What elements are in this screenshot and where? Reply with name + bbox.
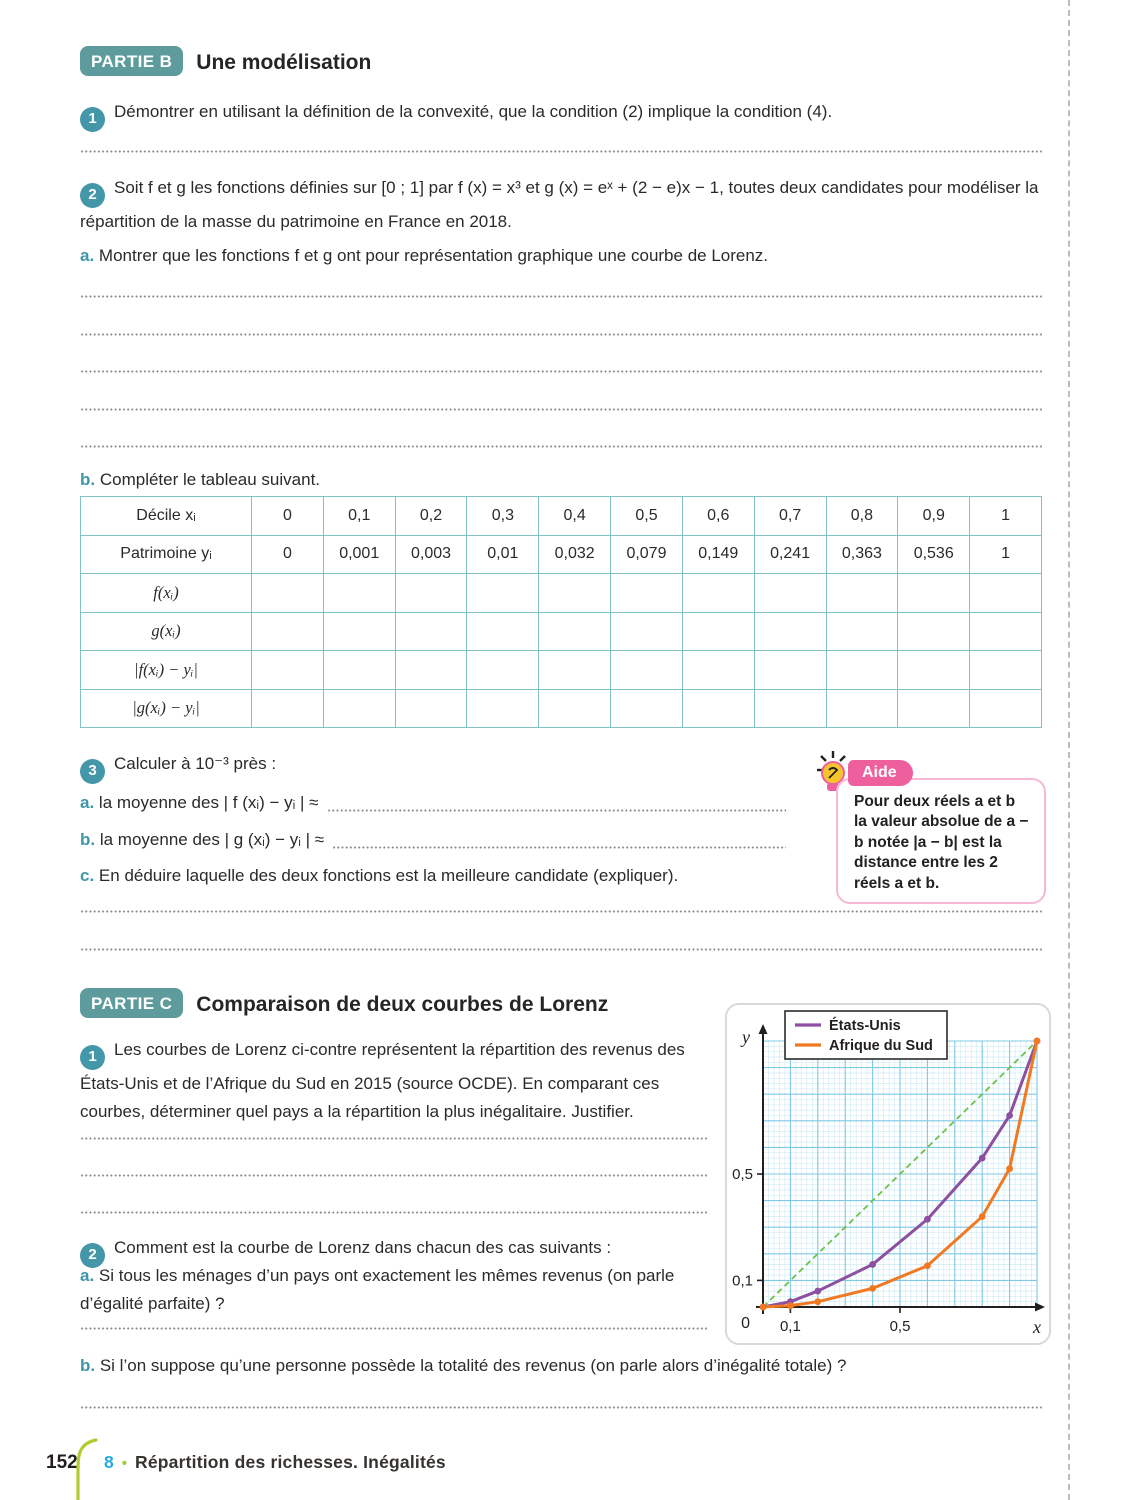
y-axis-arrow xyxy=(759,1024,768,1034)
table-cell xyxy=(970,689,1042,728)
table-cell xyxy=(539,689,611,728)
table-cell xyxy=(539,612,611,651)
table-cell xyxy=(252,612,324,651)
answer-line xyxy=(80,1174,708,1177)
table-cell: 1 xyxy=(970,535,1042,574)
answer-line xyxy=(80,408,1042,411)
chapter-number: 8 xyxy=(104,1452,114,1472)
table-cell: 0,3 xyxy=(467,497,539,536)
table-cell xyxy=(323,689,395,728)
question-number-badge: 1 xyxy=(80,1045,105,1070)
partie-c-question-1 xyxy=(80,1036,728,1126)
x-tick-label: 0,5 xyxy=(889,1318,911,1335)
sub-question-text: Montrer que les fonctions f et g ont pour représentation graphique une courbe de Lorenz. xyxy=(98,246,769,265)
origin-label: 0 xyxy=(741,1315,750,1332)
answer-line xyxy=(80,333,1042,336)
table-cell: 0,536 xyxy=(898,535,970,574)
answer-line xyxy=(332,846,786,849)
y-tick-label: 0,1 xyxy=(732,1272,753,1290)
table-cell xyxy=(898,574,970,613)
sub-question-letter: c. xyxy=(80,866,95,885)
answer-line xyxy=(80,910,1042,913)
chapter-separator-dot: • xyxy=(121,1455,127,1472)
sub-question-text: la moyenne des | g (xᵢ) − yᵢ | ≈ xyxy=(99,830,325,849)
partie-b-q2a xyxy=(80,242,1048,270)
table-cell xyxy=(754,574,826,613)
y-axis-label: y xyxy=(742,1027,750,1047)
table-cell xyxy=(682,651,754,690)
question-number-badge: 3 xyxy=(80,759,105,784)
table-cell xyxy=(682,612,754,651)
table-cell: 0,2 xyxy=(395,497,467,536)
table-cell xyxy=(754,612,826,651)
table-cell: 0,8 xyxy=(826,497,898,536)
question-text: Les courbes de Lorenz ci-contre représentent la répartition des revenus des États-Unis et de l’Afrique du Sud en 2015 (source OCDE). En comparant ces courbes, déterminer quel pays a la répartition la plus inégalitaire. Justifier. xyxy=(80,1040,685,1121)
table-cell: 0,9 xyxy=(898,497,970,536)
table-row-label: |f(xᵢ) − yᵢ| xyxy=(81,651,252,690)
series-marker xyxy=(787,1302,794,1309)
table-row xyxy=(81,612,1042,651)
table-cell xyxy=(611,651,683,690)
partie-b-question-3 xyxy=(80,750,780,784)
question-text: Comment est la courbe de Lorenz dans chacun des cas suivants : xyxy=(114,1238,612,1257)
table-cell xyxy=(467,651,539,690)
table-cell xyxy=(826,689,898,728)
table-cell: 0,003 xyxy=(395,535,467,574)
table-cell xyxy=(898,651,970,690)
table-cell xyxy=(323,651,395,690)
series-marker xyxy=(814,1298,821,1305)
question-number-badge: 1 xyxy=(80,107,105,132)
series-marker xyxy=(924,1262,931,1269)
table-cell xyxy=(611,574,683,613)
table-cell: 0,01 xyxy=(467,535,539,574)
table-cell: 0,4 xyxy=(539,497,611,536)
q3a-answer-row xyxy=(80,789,786,817)
table-row-label: f(xᵢ) xyxy=(81,574,252,613)
series-marker xyxy=(979,1213,986,1220)
table-cell: 1 xyxy=(970,497,1042,536)
chapter-title: Répartition des richesses. Inégalités xyxy=(135,1452,446,1472)
sub-question-letter: b. xyxy=(80,830,96,849)
table-row xyxy=(81,535,1042,574)
series-marker xyxy=(1006,1112,1013,1119)
question-number-badge: 2 xyxy=(80,183,105,208)
sub-question-letter: a. xyxy=(80,1266,95,1285)
partie-c-badge: PARTIE C xyxy=(80,988,183,1018)
answer-line xyxy=(80,370,1042,373)
table-row xyxy=(81,689,1042,728)
table-cell xyxy=(826,574,898,613)
partie-c-q2a xyxy=(80,1262,700,1318)
page-number: 152 xyxy=(46,1452,78,1473)
series-marker xyxy=(979,1155,986,1162)
table-cell xyxy=(395,689,467,728)
table-cell xyxy=(898,689,970,728)
question-number-badge: 2 xyxy=(80,1243,105,1268)
table-cell xyxy=(826,612,898,651)
partie-b-header xyxy=(80,46,371,76)
table-row-label: Décile xᵢ xyxy=(81,497,252,536)
table-cell xyxy=(252,651,324,690)
deciles-table-body xyxy=(81,497,1042,728)
question-text: Soit f et g les fonctions définies sur [0 ; 1] par f (x) = x³ et g (x) = eˣ + (2 − e)x − 1, toutes deux candidates pour modéliser la répartition de la masse du patrimoine en France en 2018. xyxy=(80,178,1039,231)
table-cell xyxy=(682,689,754,728)
table-cell: 0,1 xyxy=(323,497,395,536)
partie-c-q2b xyxy=(80,1352,1042,1380)
table-cell xyxy=(970,612,1042,651)
table-cell xyxy=(395,574,467,613)
table-cell: 0,032 xyxy=(539,535,611,574)
lorenz-chart-card xyxy=(725,1003,1051,1345)
series-marker xyxy=(869,1261,876,1268)
table-cell xyxy=(611,612,683,651)
table-cell xyxy=(826,651,898,690)
partie-b-title: Une modélisation xyxy=(196,50,372,74)
table-cell xyxy=(395,651,467,690)
trim-dashed-line xyxy=(1068,0,1070,1500)
table-cell xyxy=(467,689,539,728)
answer-line xyxy=(80,295,1042,298)
series-marker xyxy=(814,1288,821,1295)
table-cell: 0,001 xyxy=(323,535,395,574)
answer-line xyxy=(80,948,1042,951)
table-row xyxy=(81,574,1042,613)
partie-b-badge: PARTIE B xyxy=(80,46,183,76)
table-cell: 0,5 xyxy=(611,497,683,536)
partie-c-title: Comparaison de deux courbes de Lorenz xyxy=(196,992,609,1016)
table-row-label: Patrimoine yᵢ xyxy=(81,535,252,574)
sub-question-text: En déduire laquelle des deux fonctions est la meilleure candidate (expliquer). xyxy=(98,866,679,885)
table-cell xyxy=(323,612,395,651)
partie-c-header xyxy=(80,988,608,1018)
series-marker xyxy=(1006,1165,1013,1172)
table-cell xyxy=(898,612,970,651)
table-cell xyxy=(467,574,539,613)
partie-b-q2b xyxy=(80,466,1048,494)
table-row-label: |g(xᵢ) − yᵢ| xyxy=(81,689,252,728)
answer-line xyxy=(80,1211,708,1214)
aide-text: Pour deux réels a et b la valeur absolue de a − b notée |a − b| est la distance entre les 2 réels a et b. xyxy=(854,793,1029,892)
question-text: Calculer à 10⁻³ près : xyxy=(114,754,277,773)
sub-question-letter: a. xyxy=(80,793,95,812)
footer-curve-icon xyxy=(72,1438,100,1500)
sub-question-text: Si l’on suppose qu’une personne possède la totalité des revenus (on parle alors d’inégalité totale) ? xyxy=(99,1356,847,1375)
table-cell: 0,241 xyxy=(754,535,826,574)
table-cell xyxy=(970,574,1042,613)
table-row-label: g(xᵢ) xyxy=(81,612,252,651)
table-cell xyxy=(467,612,539,651)
table-cell xyxy=(611,689,683,728)
footer-chapter xyxy=(104,1452,446,1473)
sub-question-text: la moyenne des | f (xᵢ) − yᵢ | ≈ xyxy=(98,793,319,812)
series-marker xyxy=(924,1216,931,1223)
sub-question-letter: b. xyxy=(80,470,96,489)
partie-b-question-2 xyxy=(80,174,1048,236)
x-axis-arrow xyxy=(1035,1303,1045,1312)
table-cell: 0,7 xyxy=(754,497,826,536)
aide-box xyxy=(836,778,1046,904)
table-cell xyxy=(754,651,826,690)
table-cell: 0,149 xyxy=(682,535,754,574)
table-cell: 0,079 xyxy=(611,535,683,574)
q3b-answer-row xyxy=(80,826,786,854)
table-cell: 0 xyxy=(252,497,324,536)
table-cell xyxy=(682,574,754,613)
table-cell xyxy=(252,574,324,613)
lorenz-chart-svg xyxy=(727,1005,1049,1343)
answer-line xyxy=(80,1406,1042,1409)
table-cell: 0,363 xyxy=(826,535,898,574)
answer-line xyxy=(327,809,787,812)
table-cell: 0 xyxy=(252,535,324,574)
x-axis-label: x xyxy=(1033,1317,1041,1337)
answer-line xyxy=(80,1327,708,1330)
partie-b-q3c xyxy=(80,862,820,890)
table-row xyxy=(81,497,1042,536)
legend-label: Afrique du Sud xyxy=(829,1038,933,1054)
sub-question-text: Si tous les ménages d’un pays ont exactement les mêmes revenus (on parle d’égalité parfaite) ? xyxy=(80,1266,675,1313)
table-cell xyxy=(539,574,611,613)
sub-question-text: Compléter le tableau suivant. xyxy=(99,470,321,489)
table-cell xyxy=(323,574,395,613)
table-cell xyxy=(395,612,467,651)
x-tick-label: 0,1 xyxy=(779,1318,801,1335)
legend-label: États-Unis xyxy=(829,1018,901,1034)
table-cell xyxy=(539,651,611,690)
answer-line xyxy=(80,445,1042,448)
deciles-table xyxy=(80,496,1042,728)
series-marker xyxy=(760,1304,767,1311)
answer-line xyxy=(80,1137,708,1140)
y-tick-label: 0,5 xyxy=(732,1166,753,1183)
table-row xyxy=(81,651,1042,690)
question-text: Démontrer en utilisant la définition de la convexité, que la condition (2) implique la condition (4). xyxy=(114,102,833,121)
table-cell xyxy=(754,689,826,728)
partie-b-question-1 xyxy=(80,98,1048,132)
series-marker xyxy=(869,1285,876,1292)
table-cell xyxy=(970,651,1042,690)
answer-line xyxy=(80,150,1042,153)
table-cell xyxy=(252,689,324,728)
sub-question-letter: a. xyxy=(80,246,95,265)
series-marker xyxy=(1034,1038,1041,1045)
aide-label: Aide xyxy=(848,760,913,786)
sub-question-letter: b. xyxy=(80,1356,96,1375)
table-cell: 0,6 xyxy=(682,497,754,536)
